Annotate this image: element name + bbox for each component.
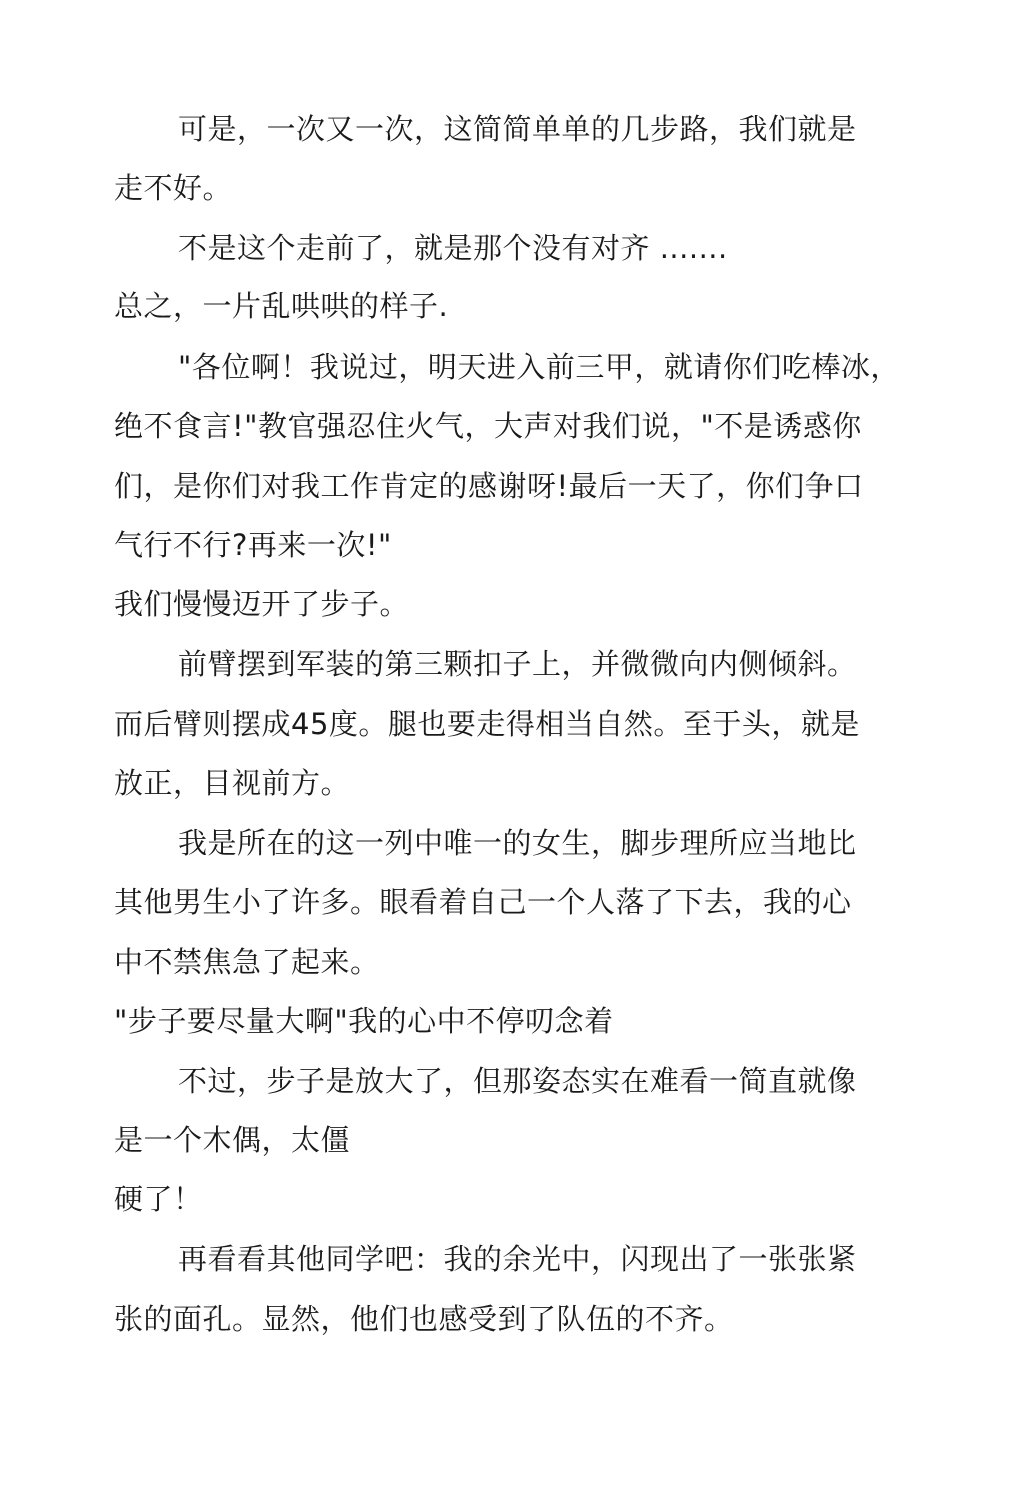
text-line: 不是这个走前了，就是那个没有对齐 ....... bbox=[178, 231, 728, 265]
text-line: "步子要尽量大啊"我的心中不停叨念着 bbox=[114, 1004, 614, 1038]
text-line: 绝不食言!"教官强忍住火气，大声对我们说，"不是诱惑你 bbox=[114, 409, 862, 443]
text-line: 总之，一片乱哄哄的样子. bbox=[114, 289, 449, 323]
text-line: 气行不行?再来一次!" bbox=[114, 528, 392, 562]
text-line: 可是，一次又一次，这简简单单的几步路，我们就是 bbox=[178, 112, 857, 146]
text-line: 而后臂则摆成45度。腿也要走得相当自然。至于头，就是 bbox=[114, 707, 860, 741]
text-line: 放正，目视前方。 bbox=[114, 766, 351, 800]
text-line: 硬了！ bbox=[114, 1182, 203, 1216]
text-line: "各位啊！我说过，明天进入前三甲，就请你们吃棒冰， bbox=[178, 350, 900, 384]
text-line: 们，是你们对我工作肯定的感谢呀!最后一天了，你们争口 bbox=[114, 469, 864, 503]
text-line: 走不好。 bbox=[114, 171, 233, 205]
text-line: 其他男生小了许多。眼看着自己一个人落了下去，我的心 bbox=[114, 885, 852, 919]
text-line: 我们慢慢迈开了步子。 bbox=[114, 587, 410, 621]
text-line: 张的面孔。显然，他们也感受到了队伍的不齐。 bbox=[114, 1302, 734, 1336]
text-line: 不过，步子是放大了，但那姿态实在难看一简直就像 bbox=[178, 1064, 857, 1098]
text-line: 前臂摆到军装的第三颗扣子上，并微微向内侧倾斜。 bbox=[178, 647, 857, 681]
text-line: 是一个木偶，太僵 bbox=[114, 1123, 351, 1157]
text-line: 中不禁焦急了起来。 bbox=[114, 945, 380, 979]
text-line: 我是所在的这一列中唯一的女生，脚步理所应当地比 bbox=[178, 826, 857, 860]
text-line: 再看看其他同学吧：我的余光中，闪现出了一张张紧 bbox=[178, 1242, 857, 1276]
